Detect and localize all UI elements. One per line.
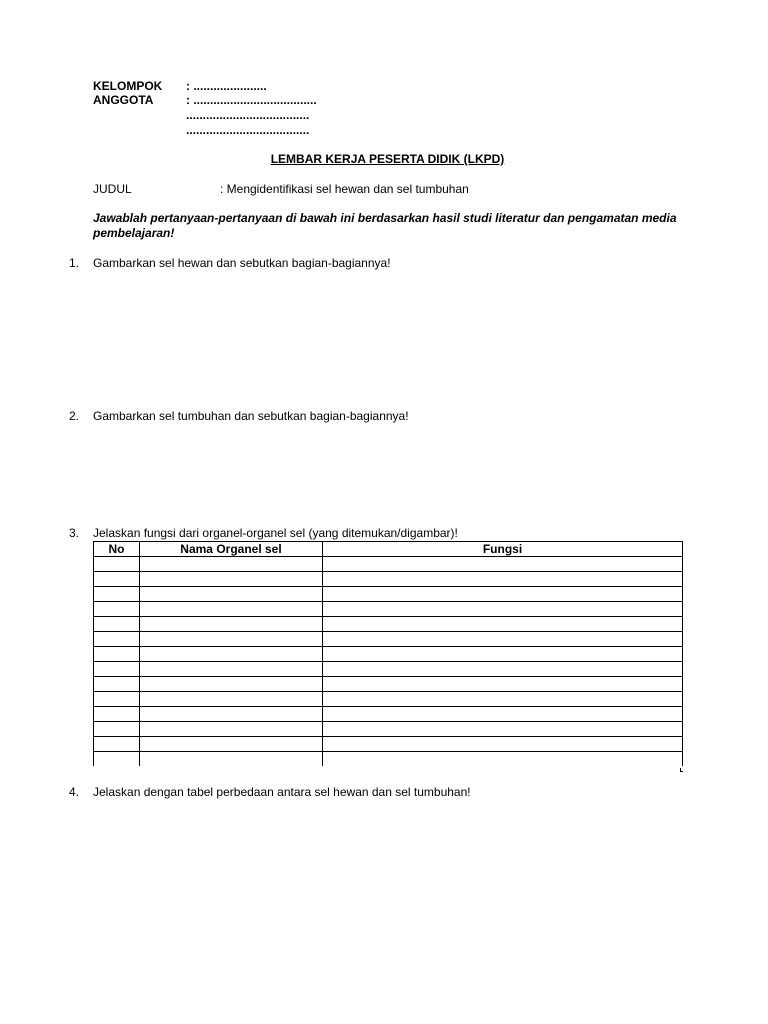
table-body — [94, 557, 683, 767]
cell-no[interactable] — [94, 617, 140, 632]
table-header-row — [94, 542, 683, 557]
cell-nama-organel[interactable] — [140, 677, 323, 692]
cell-nama-organel[interactable] — [140, 737, 323, 752]
question-1-text: Gambarkan sel hewan dan sebutkan bagian-bagiannya! — [93, 256, 391, 270]
header-nama-organel: Nama Organel sel — [140, 542, 323, 557]
question-4-number: 4. — [69, 785, 80, 799]
cell-fungsi[interactable] — [323, 737, 683, 752]
cell-nama-organel[interactable] — [140, 722, 323, 737]
table-row[interactable] — [94, 647, 683, 662]
cell-nama-organel[interactable] — [140, 617, 323, 632]
question-3-number: 3. — [69, 526, 80, 540]
table-row[interactable] — [94, 617, 683, 632]
table-row[interactable] — [94, 602, 683, 617]
table-row[interactable] — [94, 632, 683, 647]
cell-no[interactable] — [94, 722, 140, 737]
cell-fungsi[interactable] — [323, 602, 683, 617]
cell-fungsi[interactable] — [323, 647, 683, 662]
table-row[interactable] — [94, 587, 683, 602]
cell-nama-organel[interactable] — [140, 572, 323, 587]
table-row[interactable] — [94, 557, 683, 572]
cell-fungsi[interactable] — [323, 617, 683, 632]
cell-no[interactable] — [94, 602, 140, 617]
cell-fungsi[interactable] — [323, 572, 683, 587]
table-row[interactable] — [94, 662, 683, 677]
cell-nama-organel[interactable] — [140, 602, 323, 617]
anggota-field-2: ..................................... — [186, 108, 310, 122]
cell-no[interactable] — [94, 662, 140, 677]
cell-nama-organel[interactable] — [140, 647, 323, 662]
cell-fungsi[interactable] — [323, 662, 683, 677]
cell-fungsi[interactable] — [323, 692, 683, 707]
cell-no[interactable] — [94, 587, 140, 602]
cell-nama-organel[interactable] — [140, 752, 323, 767]
cell-fungsi[interactable] — [323, 707, 683, 722]
table-row[interactable] — [94, 752, 683, 767]
cell-no[interactable] — [94, 752, 140, 767]
judul-label: JUDUL — [93, 182, 132, 196]
cell-no[interactable] — [94, 557, 140, 572]
question-2-number: 2. — [69, 409, 80, 423]
table-row[interactable] — [94, 692, 683, 707]
page-title: LEMBAR KERJA PESERTA DIDIK (LKPD) — [270, 152, 505, 166]
header-no: No — [94, 542, 140, 557]
table-row[interactable] — [94, 737, 683, 752]
cell-no[interactable] — [94, 707, 140, 722]
cell-nama-organel[interactable] — [140, 632, 323, 647]
cell-nama-organel[interactable] — [140, 707, 323, 722]
question-3-text: Jelaskan fungsi dari organel-organel sel (yang ditemukan/digambar)! — [93, 526, 458, 540]
anggota-label: ANGGOTA — [93, 93, 154, 107]
cell-no[interactable] — [94, 737, 140, 752]
kelompok-label: KELOMPOK — [93, 79, 163, 93]
question-1-number: 1. — [69, 256, 80, 270]
cell-no[interactable] — [94, 632, 140, 647]
anggota-field-3: ..................................... — [186, 123, 310, 137]
cell-fungsi[interactable] — [323, 557, 683, 572]
cell-fungsi[interactable] — [323, 752, 683, 767]
table-corner-mark — [680, 768, 683, 772]
instruction-text: Jawablah pertanyaan-pertanyaan di bawah ini berdasarkan hasil studi literatur dan pengamatan media pembelajaran! — [93, 211, 677, 240]
cell-nama-organel[interactable] — [140, 662, 323, 677]
cell-fungsi[interactable] — [323, 587, 683, 602]
anggota-field-1: : ..................................... — [186, 93, 317, 107]
cell-nama-organel[interactable] — [140, 557, 323, 572]
table-row[interactable] — [94, 572, 683, 587]
cell-fungsi[interactable] — [323, 722, 683, 737]
judul-value: : Mengidentifikasi sel hewan dan sel tumbuhan — [220, 182, 469, 196]
cell-nama-organel[interactable] — [140, 692, 323, 707]
kelompok-field: : ...................... — [186, 79, 267, 93]
organel-table — [93, 541, 683, 766]
cell-fungsi[interactable] — [323, 677, 683, 692]
cell-fungsi[interactable] — [323, 632, 683, 647]
cell-nama-organel[interactable] — [140, 587, 323, 602]
table-row[interactable] — [94, 707, 683, 722]
cell-no[interactable] — [94, 692, 140, 707]
question-2-text: Gambarkan sel tumbuhan dan sebutkan bagian-bagiannya! — [93, 409, 409, 423]
table-row[interactable] — [94, 722, 683, 737]
cell-no[interactable] — [94, 677, 140, 692]
cell-no[interactable] — [94, 647, 140, 662]
header-fungsi: Fungsi — [323, 542, 683, 557]
table-row[interactable] — [94, 677, 683, 692]
question-4-text: Jelaskan dengan tabel perbedaan antara sel hewan dan sel tumbuhan! — [93, 785, 471, 799]
cell-no[interactable] — [94, 572, 140, 587]
